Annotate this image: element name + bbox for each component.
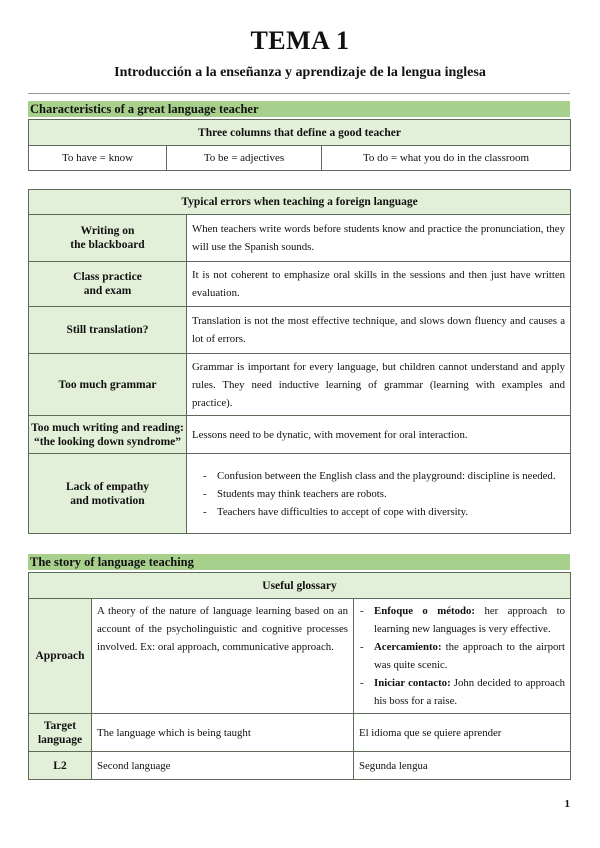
- table-row: [29, 454, 571, 534]
- row-text: It is not coherent to emphasize oral skills in the sessions and then just have written evaluation.: [187, 262, 571, 307]
- row-text: When teachers write words before students know and practice the pronunciation, they will use the Spanish sounds.: [187, 215, 571, 262]
- table-row: [29, 354, 571, 416]
- table-row: [29, 599, 571, 714]
- table-row: [29, 262, 571, 307]
- three-columns-title: Three columns that define a good teacher: [29, 120, 571, 146]
- typical-errors-title: Typical errors when teaching a foreign language: [29, 190, 571, 215]
- list-item: - Acercamiento: the approach to the airport was quite scenic.: [374, 638, 565, 674]
- glossary-definition: A theory of the nature of language learning based on an account of the psycholinguistic and cognitive processes involved. Ex: oral approach, communicative approach.: [92, 599, 354, 714]
- row-label: Lack of empathy and motivation: [29, 454, 187, 534]
- table-row: [29, 752, 571, 780]
- glossary-term: Approach: [29, 599, 92, 714]
- row-bullet-list: [187, 454, 571, 534]
- typical-errors-table: [28, 189, 571, 534]
- column-to-be: To be = adjectives: [167, 146, 322, 171]
- glossary-examples: [354, 599, 571, 714]
- section-heading-story: The story of language teaching: [28, 554, 570, 570]
- table-row: [29, 714, 571, 752]
- page-title: TEMA 1: [250, 26, 350, 55]
- glossary-translation: El idioma que se quiere aprender: [354, 714, 571, 752]
- list-item: - Enfoque o método: her approach to learning new languages is very effective.: [374, 602, 565, 638]
- page-subtitle: Introducción a la enseñanza y aprendizaje de la lengua inglesa: [114, 65, 486, 80]
- glossary-table: [28, 572, 571, 780]
- row-label: Class practice and exam: [29, 262, 187, 307]
- column-to-do: To do = what you do in the classroom: [322, 146, 571, 171]
- list-item: - Iniciar contacto: John decided to approach his boss for a raise.: [374, 674, 565, 710]
- row-label: Too much writing and reading: “the looking down syndrome”: [29, 416, 187, 454]
- title-divider: [28, 93, 570, 94]
- row-label: Writing on the blackboard: [29, 215, 187, 262]
- glossary-title: Useful glossary: [29, 573, 571, 599]
- table-row: [29, 416, 571, 454]
- glossary-translation: Segunda lengua: [354, 752, 571, 780]
- glossary-term: L2: [29, 752, 92, 780]
- glossary-term: Target language: [29, 714, 92, 752]
- column-to-have: To have = know: [29, 146, 167, 171]
- list-item: - Students may think teachers are robots.: [217, 485, 565, 503]
- row-text: Grammar is important for every language, but children cannot understand and apply rules. They need inductive learning of grammar (learning with examples and practice).: [187, 354, 571, 416]
- page-number: 1: [564, 798, 570, 810]
- glossary-definition: Second language: [92, 752, 354, 780]
- section-heading-characteristics: Characteristics of a great language teacher: [28, 101, 570, 117]
- table-row: [29, 307, 571, 354]
- row-text: Translation is not the most effective technique, and slows down fluency and causes a lot of errors.: [187, 307, 571, 354]
- row-label: Too much grammar: [29, 354, 187, 416]
- row-text: Lessons need to be dynatic, with movement for oral interaction.: [187, 416, 571, 454]
- list-item: - Teachers have difficulties to accept of cope with diversity.: [217, 503, 565, 521]
- list-item: - Confusion between the English class and the playground: discipline is needed.: [217, 467, 565, 485]
- row-label: Still translation?: [29, 307, 187, 354]
- table-row: [29, 215, 571, 262]
- glossary-definition: The language which is being taught: [92, 714, 354, 752]
- three-columns-table: [28, 119, 571, 171]
